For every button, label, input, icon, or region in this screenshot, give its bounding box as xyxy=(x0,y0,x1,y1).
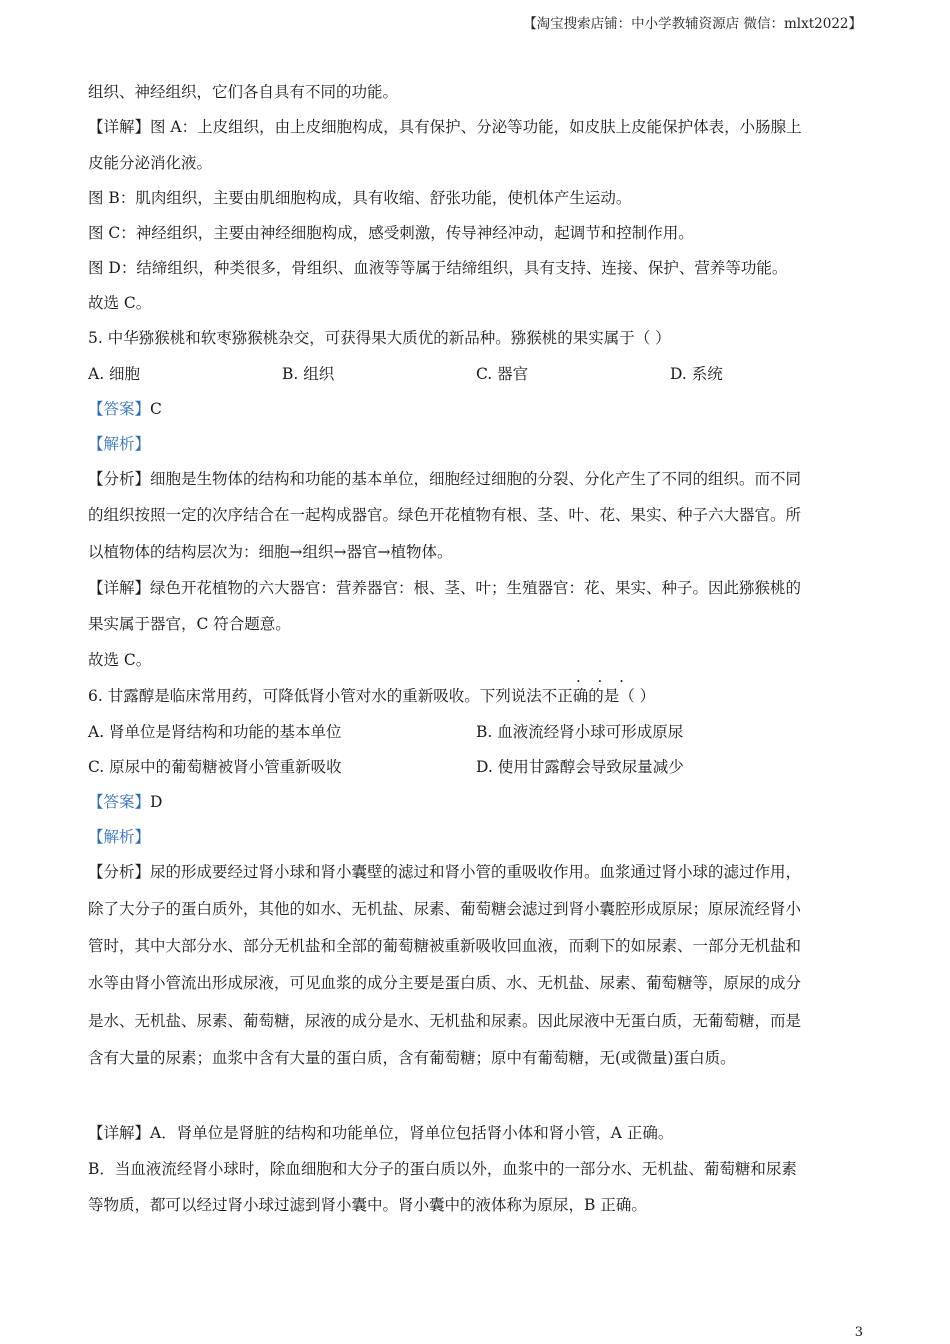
text-line: 含有大量的尿素；血浆中含有大量的蛋白质，含有葡萄糖；原中有葡萄糖，无(或微量)蛋白质。 xyxy=(88,1049,736,1067)
text-line: 以植物体的结构层次为：细胞→组织→器官→植物体。 xyxy=(88,543,453,561)
q6-option-d: D. 使用甘露醇会导致尿量减少 xyxy=(476,758,684,776)
stem-text: 的是（ ） xyxy=(588,687,656,705)
text-line: 除了大分子的蛋白质外，其他的如水、无机盐、尿素、葡萄糖会滤过到肾小囊腔形成原尿；原尿流经肾小 xyxy=(88,900,802,918)
text-line: 管时，其中大部分水、部分无机盐和全部的葡萄糖被重新吸收回血液，而剩下的如尿素、一部分无机盐和 xyxy=(88,937,802,955)
text-line: 图 D：结缔组织，种类很多，骨组织、血液等等属于结缔组织，具有支持、连接、保护、营养等功能。 xyxy=(88,259,788,277)
text-line: 是水、无机盐、尿素、葡萄糖，尿液的成分是水、无机盐和尿素。因此尿液中无蛋白质，无葡萄糖，而是 xyxy=(88,1012,802,1030)
q5-option-b: B. 组织 xyxy=(282,365,335,383)
answer-tag: 【答案】 xyxy=(88,793,151,811)
q5-option-a: A. 细胞 xyxy=(88,365,141,383)
q6-option-a: A. 肾单位是肾结构和功能的基本单位 xyxy=(88,723,342,741)
text-line: 故选 C。 xyxy=(88,651,152,669)
stem-text: 6. 甘露醇是临床常用药，可降低肾小管对水的重新吸收。下列说法 xyxy=(88,687,542,705)
q6-analysis-tag: 【解析】 xyxy=(88,828,151,846)
text-line: 皮能分泌消化液。 xyxy=(88,154,213,172)
question-6-stem xyxy=(88,686,655,706)
answer-value: D xyxy=(150,793,163,811)
text-line: 组织、神经组织，它们各自具有不同的功能。 xyxy=(88,83,399,101)
q5-option-c: C. 器官 xyxy=(476,365,529,383)
q5-analysis-tag: 【解析】 xyxy=(88,435,151,453)
text-line: 【详解】A．肾单位是肾脏的结构和功能单位，肾单位包括肾小体和肾小管，A 正确。 xyxy=(88,1124,674,1142)
q6-answer xyxy=(88,792,162,812)
page-header: 【淘宝搜索店铺：中小学教辅资源店 微信：mlxt2022】 xyxy=(523,16,862,32)
text-line: 图 B：肌肉组织，主要由肌细胞构成，具有收缩、舒张功能，使机体产生运动。 xyxy=(88,189,632,207)
q5-option-d: D. 系统 xyxy=(670,365,723,383)
text-line: 果实属于器官，C 符合题意。 xyxy=(88,615,291,633)
text-line: 故选 C。 xyxy=(88,294,152,312)
text-line: 【分析】细胞是生物体的结构和功能的基本单位，细胞经过细胞的分裂、分化产生了不同的组织。而不同 xyxy=(88,470,802,488)
text-line: 等物质，都可以经过肾小球过滤到肾小囊中。肾小囊中的液体称为原尿，B 正确。 xyxy=(88,1196,647,1214)
q5-answer xyxy=(88,399,162,419)
q6-option-b: B. 血液流经肾小球可形成原尿 xyxy=(476,723,684,741)
text-line: 【详解】图 A：上皮组织，由上皮细胞构成，具有保护、分泌等功能，如皮肤上皮能保护体表，小肠腺上 xyxy=(88,118,802,136)
q6-option-c: C. 原尿中的葡萄糖被肾小管重新吸收 xyxy=(88,758,342,776)
answer-tag: 【答案】 xyxy=(88,400,151,418)
page-number: 3 xyxy=(854,1325,863,1340)
text-line: B．当血液流经肾小球时，除血细胞和大分子的蛋白质以外，血浆中的一部分水、无机盐、葡萄糖和尿素 xyxy=(88,1160,797,1178)
text-line: 水等由肾小管流出形成尿液，可见血浆的成分主要是蛋白质、水、无机盐、尿素、葡萄糖等，原尿的成分 xyxy=(88,974,802,992)
text-line: 【详解】绿色开花植物的六大器官：营养器官：根、茎、叶；生殖器官：花、果实、种子。因此猕猴桃的 xyxy=(88,579,802,597)
text-line: 【分析】尿的形成要经过肾小球和肾小囊壁的滤过和肾小管的重吸收作用。血浆通过肾小球的滤过作用， xyxy=(88,863,802,881)
text-line: 的组织按照一定的次序结合在一起构成器官。绿色开花植物有根、茎、叶、花、果实、种子六大器官。所 xyxy=(88,506,802,524)
stem-emphasis: 不正确 xyxy=(541,687,589,705)
text-line: 图 C：神经组织，主要由神经细胞构成，感受刺激，传导神经冲动，起调节和控制作用。 xyxy=(88,224,694,242)
question-5-stem: 5. 中华猕猴桃和软枣猕猴桃杂交，可获得果大质优的新品种。猕猴桃的果实属于（ ） xyxy=(88,329,671,347)
emphasis-dots: · · · xyxy=(576,672,630,690)
answer-value: C xyxy=(150,400,162,418)
